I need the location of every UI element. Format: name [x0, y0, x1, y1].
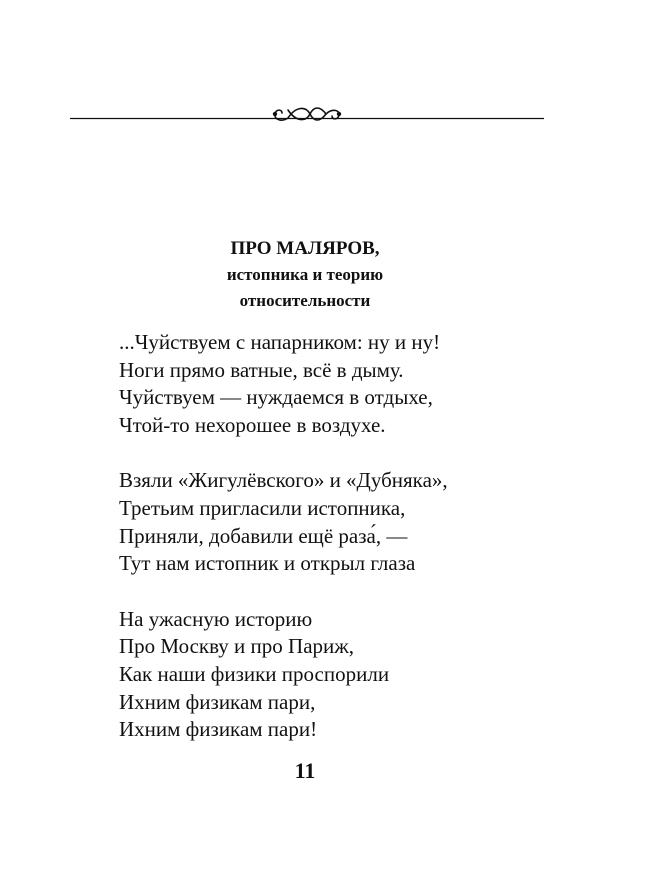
- poem-line: Чтой-то нехорошее в воздухе.: [119, 412, 386, 437]
- poem-title: ПРО МАЛЯРОВ,: [230, 238, 380, 259]
- stanza-3: [119, 606, 579, 744]
- poem-subtitle-line-2: относительности: [239, 291, 371, 310]
- poem-line: Ноги прямо ватные, всё в дыму.: [119, 357, 404, 382]
- poem-line: ...Чуйствуем с напарником: ну и ну!: [119, 330, 441, 354]
- poem-line: Приняли, добавили ещё раза́, —: [119, 523, 408, 548]
- stanza-2: [119, 467, 579, 577]
- poem-line: Взяли «Жигулёвского» и «Дубняка»,: [119, 468, 448, 493]
- poem-subtitle-line-1: истопника и теорию: [226, 265, 384, 284]
- poem-line: Чуйствуем — нуждаемся в отдыхе,: [119, 385, 433, 410]
- poem-line: На ужасную историю: [119, 606, 313, 631]
- page-number: 11: [294, 758, 316, 783]
- poem-line: Про Москву и про Париж,: [119, 634, 355, 659]
- poem-line: Ихним физикам пари,: [119, 689, 316, 714]
- poem-line: Как наши физики проспорили: [119, 661, 390, 686]
- poem-title-block: [0, 236, 610, 314]
- poem-line: Ихним физикам пари!: [119, 717, 318, 742]
- poem-body: [119, 329, 579, 772]
- poem-line: Третьим пригласили истопника,: [119, 495, 406, 520]
- poem-line: Тут нам истопник и открыл глаза: [119, 551, 416, 576]
- flourish-ornament-icon: [70, 100, 544, 128]
- stanza-1: [119, 329, 579, 439]
